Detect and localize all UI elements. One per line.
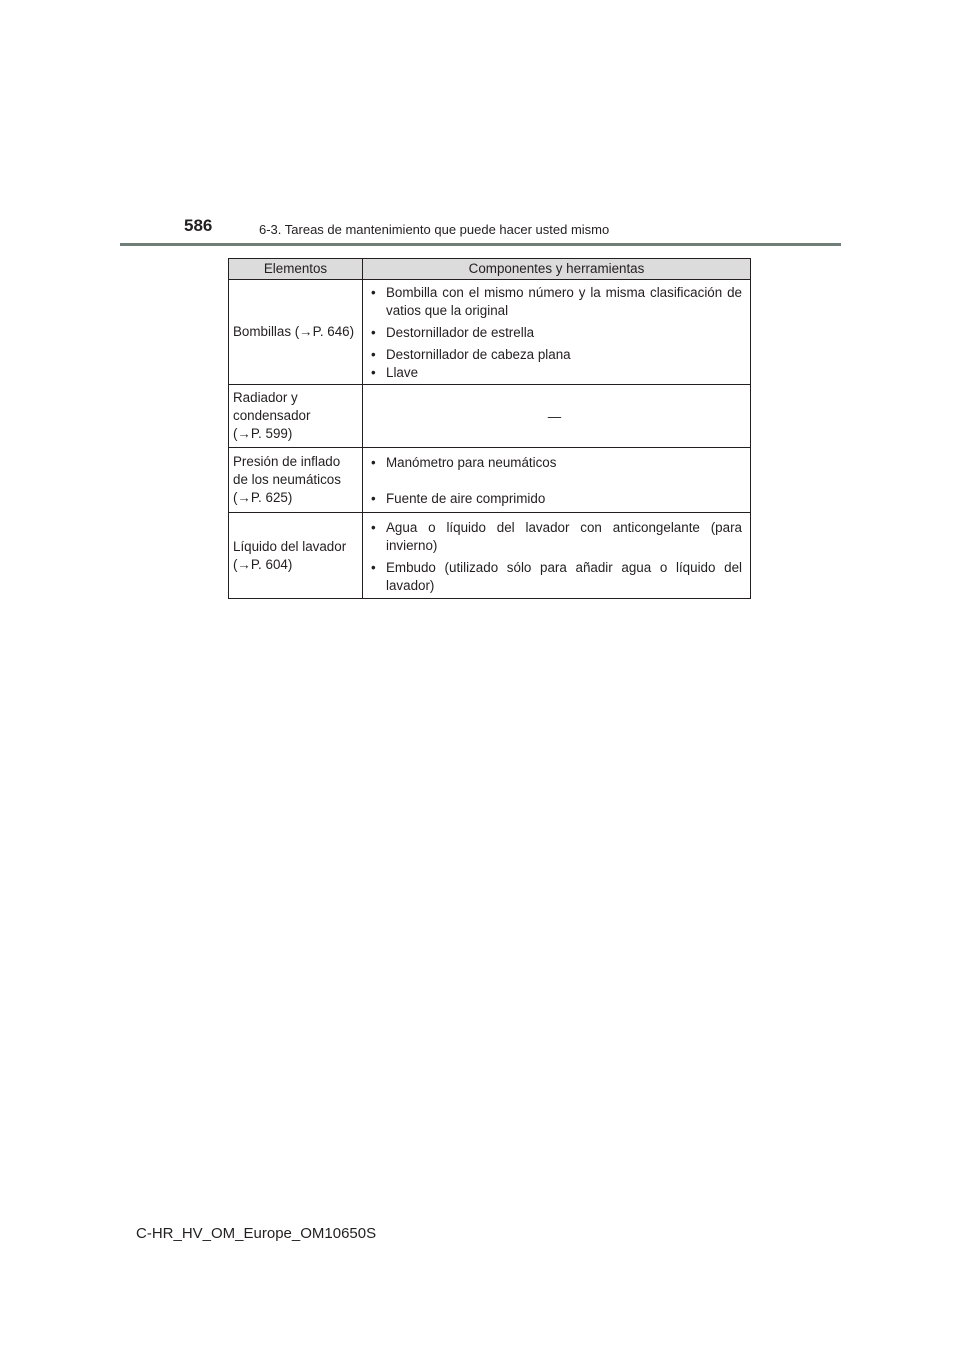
item-line: (→P. 604) [233,556,293,572]
item-line: Líquido del lavador [233,538,347,554]
components-cell: — [363,385,751,448]
table-header-row [229,259,751,280]
components-list [367,519,742,595]
components-list [367,454,742,508]
list-item: • Manómetro para neumáticos [367,454,742,472]
components-list [367,284,742,382]
item-line: condensador [233,408,311,423]
list-item: • Bombilla con el mismo número y la misma clasificación de vatios que la original [367,284,742,320]
item-line: Presión de inflado [233,454,341,469]
list-item: • Agua o líquido del lavador con anticongelante (para invierno) [367,519,742,555]
components-cell [363,513,751,599]
item-line: de los neumáticos [233,472,341,487]
table-row [229,448,751,513]
item-line: Radiador y [233,390,298,405]
item-line: (→P. 625) [233,490,293,505]
column-header-elementos: Elementos [229,259,363,280]
item-cell [229,448,363,513]
page-number: 586 [184,216,213,235]
components-cell [363,280,751,385]
item-cell [229,385,363,448]
list-item: • Embudo (utilizado sólo para añadir agua o líquido del lavador) [367,559,742,595]
table-row [229,385,751,448]
list-item: • Destornillador de cabeza plana [367,346,742,364]
list-item: • Llave [367,364,742,382]
table-row [229,280,751,385]
list-item: • Fuente de aire comprimido [367,490,742,508]
section-title: 6-3. Tareas de mantenimiento que puede hacer usted mismo [259,222,610,237]
column-header-componentes: Componentes y herramientas [363,259,751,280]
document-code: C-HR_HV_OM_Europe_OM10650S [136,1225,377,1242]
item-line: (→P. 599) [233,426,293,441]
item-cell [229,513,363,599]
table-row [229,513,751,599]
maintenance-table [228,258,751,599]
components-cell [363,448,751,513]
header-divider [120,243,841,246]
item-cell: Bombillas (→P. 646) [229,280,363,385]
list-item: • Destornillador de estrella [367,324,742,342]
